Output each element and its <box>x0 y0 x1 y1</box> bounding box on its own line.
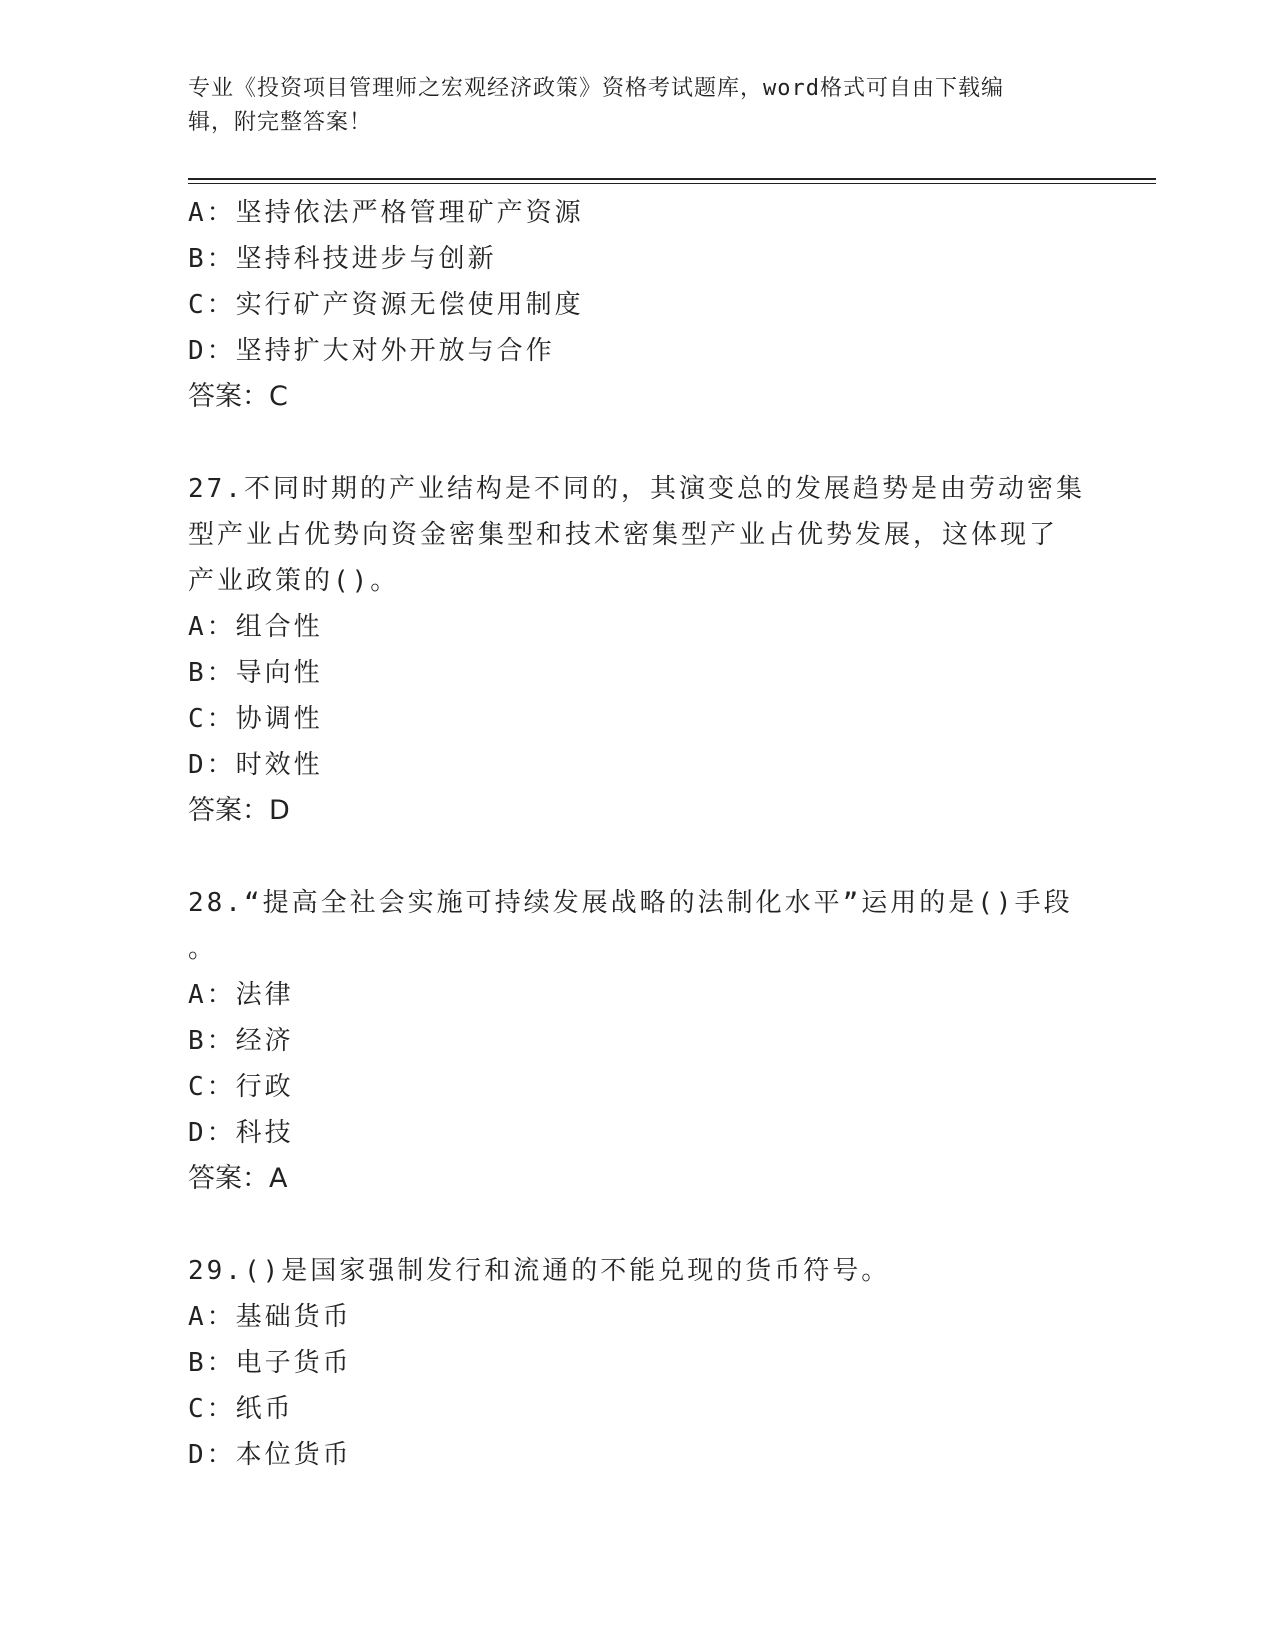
answer: 答案：A <box>188 1163 288 1194</box>
question-27 <box>188 466 1088 834</box>
option-b: B：导向性 <box>188 658 323 688</box>
option-d: D：科技 <box>188 1118 294 1148</box>
document-header <box>188 72 1078 140</box>
option-a: A：基础货币 <box>188 1302 352 1332</box>
answer: 答案：C <box>188 381 288 412</box>
question-spacer <box>188 834 1088 880</box>
question-spacer <box>188 420 1088 466</box>
option-d: D：坚持扩大对外开放与合作 <box>188 336 555 366</box>
option-c: C：行政 <box>188 1072 294 1102</box>
option-b: B：电子货币 <box>188 1348 352 1378</box>
option-d: D：时效性 <box>188 750 323 780</box>
question-stem-line: 型产业占优势向资金密集型和技术密集型产业占优势发展，这体现了 <box>188 520 1059 550</box>
question-stem-line: 产业政策的()。 <box>188 566 400 596</box>
option-c: C：实行矿产资源无偿使用制度 <box>188 290 584 320</box>
header-divider-thick <box>188 178 1156 180</box>
question-stem-line: 28.“提高全社会实施可持续发展战略的法制化水平”运用的是()手段 <box>188 888 1073 918</box>
question-28 <box>188 880 1088 1202</box>
header-line-1: 专业《投资项目管理师之宏观经济政策》资格考试题库，word格式可自由下载编 <box>188 76 1004 101</box>
header-line-2: 辑，附完整答案！ <box>188 110 373 135</box>
answer: 答案：D <box>188 795 290 826</box>
question-stem-line: 27.不同时期的产业结构是不同的，其演变总的发展趋势是由劳动密集 <box>188 474 1085 504</box>
option-a: A：组合性 <box>188 612 323 642</box>
option-b: B：坚持科技进步与创新 <box>188 244 497 274</box>
option-a: A：法律 <box>188 980 294 1010</box>
option-d: D：本位货币 <box>188 1440 352 1470</box>
question-29 <box>188 1248 1088 1478</box>
header-divider-thin <box>188 183 1156 184</box>
option-c: C：协调性 <box>188 704 323 734</box>
question-list <box>188 190 1088 1478</box>
question-stem-line: 29.()是国家强制发行和流通的不能兑现的货币符号。 <box>188 1256 891 1286</box>
option-b: B：经济 <box>188 1026 294 1056</box>
question-stem-line: 。 <box>188 934 218 964</box>
question-spacer <box>188 1202 1088 1248</box>
option-a: A：坚持依法严格管理矿产资源 <box>188 198 584 228</box>
question-26 <box>188 190 1088 420</box>
option-c: C：纸币 <box>188 1394 294 1424</box>
